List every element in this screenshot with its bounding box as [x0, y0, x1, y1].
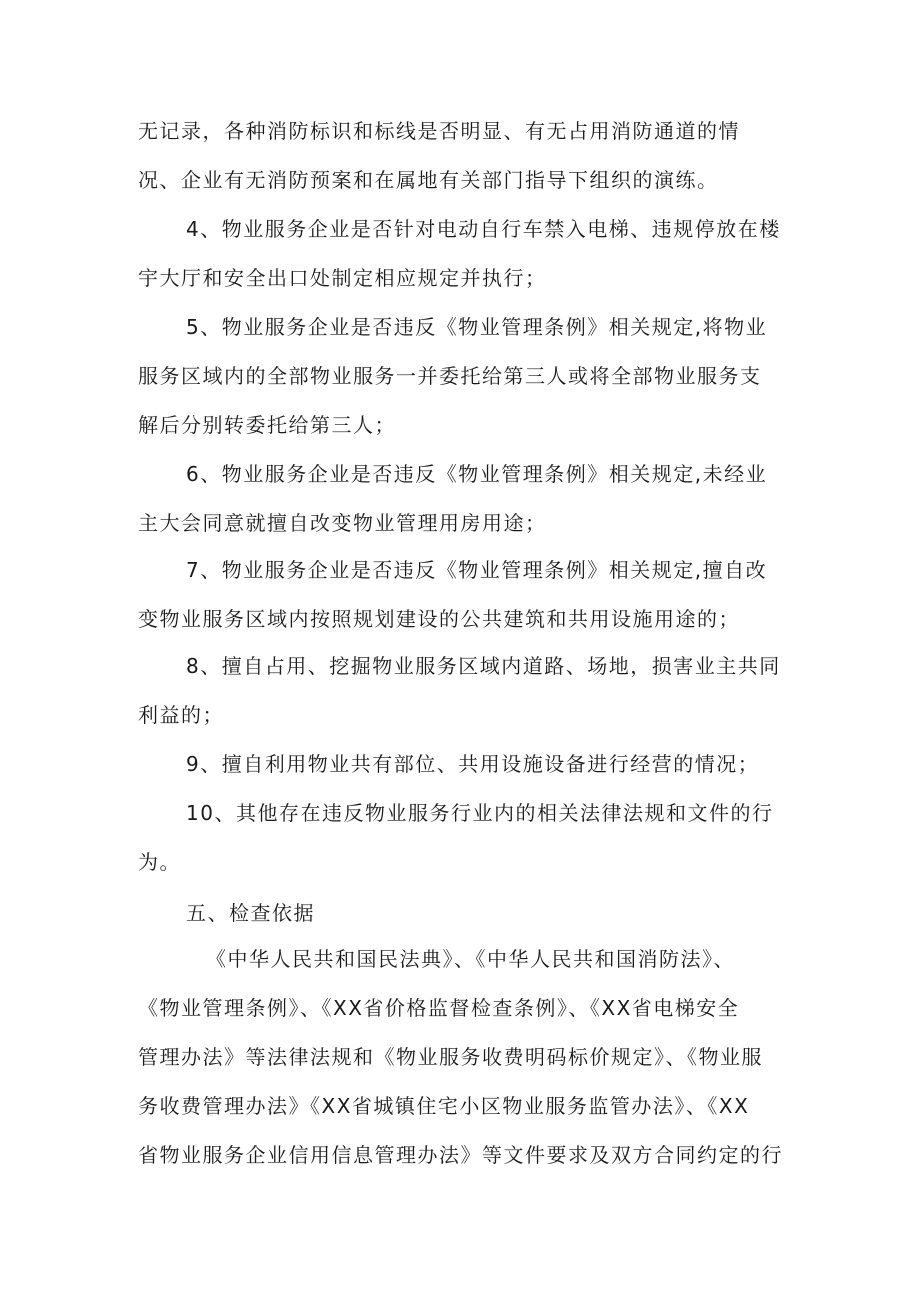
text-line: 变物业服务区域内按照规划建设的公共建筑和共用设施用途的； — [138, 607, 740, 631]
text-line: 8、擅自占用、挖掘物业服务区域内道路、场地，损害业主共同 — [186, 654, 781, 678]
text-line: 利益的； — [138, 703, 224, 727]
section-heading: 五、检查依据 — [186, 901, 315, 925]
paragraph-item-10 — [138, 789, 788, 887]
text-line: 无记录，各种消防标识和标线是否明显、有无占用消防通道的情 — [138, 119, 740, 143]
text-line: 解后分别转委托给第三人； — [138, 413, 396, 437]
text-line: 4、物业服务企业是否针对电动自行车禁入电梯、违规停放在楼 — [186, 217, 781, 241]
text-line: 务收费管理办法》《XX省城镇住宅小区物业服务监管办法》、《XX — [138, 1094, 750, 1118]
text-line: 服务区域内的全部物业服务一并委托给第三人或将全部物业服务支 — [138, 364, 762, 388]
text-line: 管理办法》等法律法规和《物业服务收费明码标价规定》、《物业服 — [138, 1045, 763, 1069]
paragraph-section-5-body — [138, 935, 788, 1180]
paragraph-continuation — [138, 107, 788, 205]
section-heading-inspection-basis — [138, 889, 788, 938]
text-line: 况、企业有无消防预案和在属地有关部门指导下组织的演练。 — [138, 168, 719, 192]
text-line: 10、其他存在违反物业服务行业内的相关法律法规和文件的行 — [186, 801, 774, 825]
paragraph-item-8 — [138, 642, 788, 740]
paragraph-item-6 — [138, 450, 788, 548]
text-line: 《中华人民共和国民法典》、《中华人民共和国消防法》、 — [206, 947, 735, 971]
paragraph-item-7 — [138, 546, 788, 644]
text-line: 5、物业服务企业是否违反《物业管理条例》相关规定,将物业 — [186, 315, 768, 339]
text-line: 7、物业服务企业是否违反《物业管理条例》相关规定,擅自改 — [186, 558, 768, 582]
text-line: 宇大厅和安全出口处制定相应规定并执行； — [138, 266, 547, 290]
paragraph-item-4 — [138, 205, 788, 303]
text-line: 6、物业服务企业是否违反《物业管理条例》相关规定,未经业 — [186, 462, 768, 486]
text-line: 主大会同意就擅自改变物业管理用房用途； — [138, 511, 547, 535]
text-line: 《物业管理条例》、《XX省价格监督检查条例》、《XX省电梯安全 — [138, 996, 740, 1020]
paragraph-item-5 — [138, 303, 788, 450]
text-line: 省物业服务企业信用信息管理办法》等文件要求及双方合同约定的行 — [138, 1143, 783, 1167]
text-line: 9、擅自利用物业共有部位、共用设施设备进行经营的情况； — [186, 752, 760, 776]
text-line: 为。 — [138, 850, 181, 874]
paragraph-item-9 — [138, 740, 788, 789]
